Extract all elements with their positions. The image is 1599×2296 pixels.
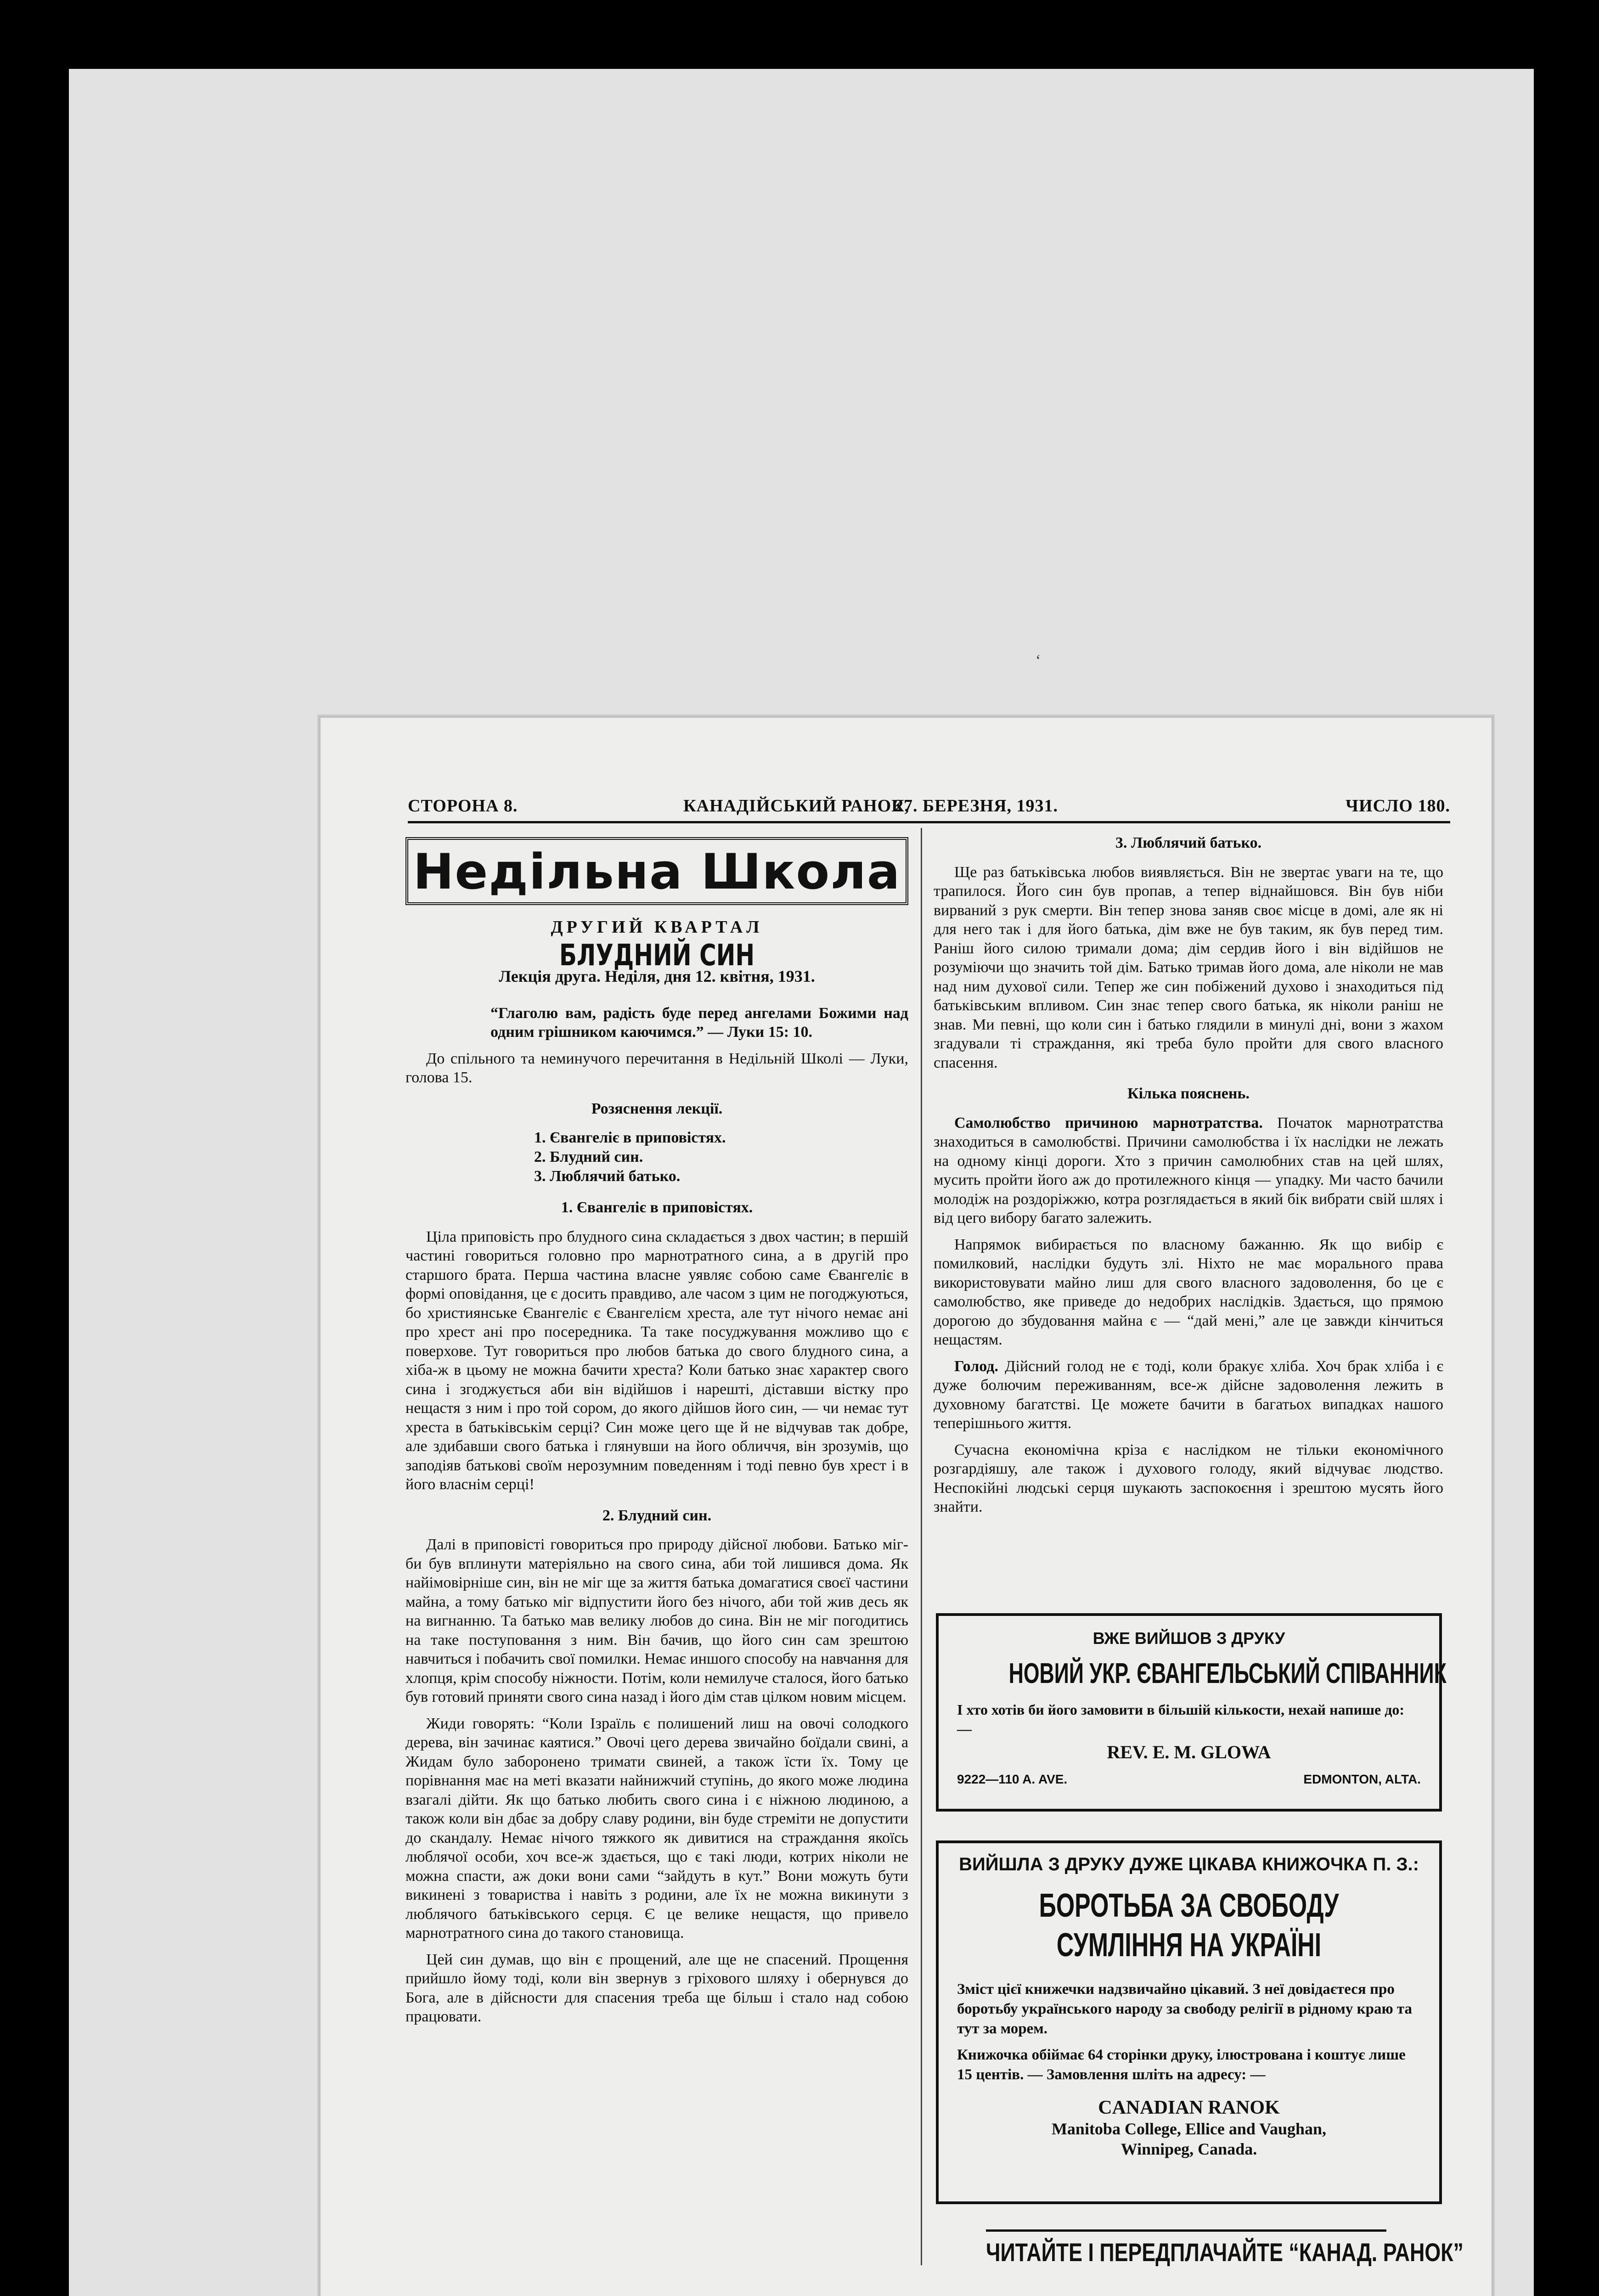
ad1-body: І хто хотів би його замовити в більшій кількости, нехай напише до: — <box>957 1701 1405 1737</box>
section-2-text: Далі в приповісті говориться про природу дійсної любови. Батько міг-би був вплинути матеріяльно на свого сина, аби той лишився дома. Як найімовірніше син, він не міг ще за життя батька домагатися своєї частини майна, а тому батько міг відпустити його без нічого, аби той жив десь як на вигнанню. Та батько мав велику любов до сина. Він не міг погодитись на таке поступовання з ним. Він бачив, що його син сам зрештою навчиться і побачить свої помилки. Немає иншого способу на навчання для хлопця, крім способу ніжности. Потім, коли немилуче сталося, його батько був готовий приняти свого сина назад і його дім став цілком новим місцем. <box>405 1536 908 1705</box>
outline-item: 2. Блудний син. <box>534 1148 643 1165</box>
explain-heading: Розяснення лекції. <box>591 1100 723 1117</box>
paper-name: КАНАДІЙСЬКИЙ РАНОК, <box>683 796 910 816</box>
film-mark: ʻ <box>1036 652 1041 669</box>
note-1 <box>934 1114 1443 1228</box>
note-3: Сучасна економічна кріза є наслідком не тільки економічного розгардіяшу, але також і духового голоду, який відчуває людство. Неспокійні людські серця шукають заспокоєння і зрештою мусять його знайти. <box>934 1441 1443 1515</box>
golden-text: “Глаголю вам, радість буде перед ангелами Божими над одним грішником каючимся.” — Луки 15: 10. <box>490 1004 908 1041</box>
quarter-label: ДРУГИЙ КВАРТАЛ <box>551 917 763 937</box>
lesson-outline <box>534 1128 908 1186</box>
ad2-kicker: ВИЙШЛА З ДРУКУ ДУЖЕ ЦІКАВА КНИЖОЧКА П. З.: <box>959 1854 1419 1874</box>
issue-number: ЧИСЛО 180. <box>1346 796 1450 816</box>
booklet-advertisement <box>936 1840 1442 2204</box>
ad1-contact: REV. E. M. GLOWA <box>1107 1742 1271 1762</box>
outline-item: 3. Люблячий батько. <box>534 1168 681 1185</box>
note-1-lead: Самолюбство причиною марнотратства. <box>954 1114 1263 1131</box>
right-column <box>934 832 1443 1524</box>
section-1-text: Ціла приповість про блудного сина складається з двох частин; в першій частині говориться головно про марнотратного сина, а в другій про старшого брата. Перша частина власне уявляє собою саме Євангеліє в формі оповідання, це є досить правдиво, але часом з цим не погоджуються, бо християнське Євангеліє є Євангелієм хреста, але тут нічого немає ані про хрест ані про посередника. Та таке посуджування можливо що є поверхове. Тут говориться про любов батька до свого блудного сина, а хіба-ж в цьому не можна бачити хреста? Коли батько знає характер свого сина і згоджується аби він відійшов і нарешті, діставши вістку про нещастя з ним і про той сором, до якого дійшов його син, — чи немає тут хреста в батьківськім серці? Син може цего ще й не відчував так добре, але здибавши свого батька і глянувши на його обличчя, він зрозумів, що заподіяв батькові своїм нерозумним поведенням і тоді певно був хрест і в його власнім серці! <box>405 1228 908 1493</box>
section-2-text-2: Жиди говорять: “Коли Ізраїль є полишений лиш на овочі солодкого дерева, він зачинає каятися.” Овочі цего дерева звичайно боїдали свині, а Жидам було заборонено тримати свиней, а також їсти їх. Тому це порівнання має на меті вказати найнижчий ступінь, до якого може людина взагалі дійти. Як що батько любить свого сина і є ніжною людиною, а також коли він дбає за добру славу родини, він буде стреміти не допустити до скандалу. Немає нічого тяжкого як дивитися на страждання якоїсь люблячої особи, хоч все-ж здається, що є такі люди, котрих ніколи не можна спасти, аж доки вони сами “зайдуть в кут.” Вони можуть бути викинені з товариства і навіть з родини, але їх не можна викинути з люблячого батьківського серця. Є це велике нещастя, що привело марнотратного сина до такого становища. <box>405 1715 908 1941</box>
subscribe-banner: ЧИТАЙТЕ І ПЕРЕДПЛАЧАЙТЕ “КАНАД. РАНОК” <box>986 2229 1386 2267</box>
notes-heading: Кілька пояснень. <box>1127 1085 1250 1102</box>
lesson-title: БЛУДНИЙ СИН <box>559 938 755 973</box>
note-1b: Напрямок вибирається по власному бажанню. Як що вибір є помилковий, наслідки будуть злі. Ніхто не має морального права використовувати майно лиш для свого власного задоволення, бо це є самолюбство, яке приведе до недобрих наслідків. Здається, що прямою дорогою до збудовання майна є — “дай мені,” але це завжди кінчиться нещастям. <box>934 1236 1443 1348</box>
issue-date: 27. БЕРЕЗНЯ, 1931. <box>895 796 1058 816</box>
section-2-text-3: Цей син думав, що він є прощений, але ще не спасений. Прощення прийшло йому тоді, коли він звернув з гріхового шляху і обернувся до Бога, але в дійсности для спасения треба ще більш і стало над собою працювати. <box>405 1951 908 2025</box>
ad2-description: Зміст цієї книжечки надзвичайно цікавий. З неї довідаєтеся про боротьбу українського народу за свободу релігії в рідному краю та тут за морем. <box>957 1981 1413 2037</box>
section-3-text: Ще раз батьківська любов виявляється. Він не звертає уваги на те, що трапилося. Його син був пропав, а тепер віднайшовся. Він був ніби вирваний з рук смерти. Він тепер знова заняв своє місце в домі, але як ні для него так і для його батька, дім вже не був таким, як був перед тим. Раніш його силою тримали дома; дім сердив його і він відійшов не розуміючи що значить той дім. Батько тримав його дома, але ніколи не мав над ним духової сили. Тепер же син побіжений духово і знаходиться під батьківським впливом. Син знає тепер свого батька, як ніколи раніш не знав. Ми певні, що коли син і батько глядили в минулі дні, вони з жахом згадували ті страждання, які треба було пройти для свого власного спасення. <box>934 863 1443 1071</box>
ad1-address <box>957 1772 1421 1787</box>
ad1-address-city: EDMONTON, ALTA. <box>1303 1772 1421 1786</box>
page-number: СТОРОНА 8. <box>408 796 518 816</box>
microfilm-background <box>69 69 1534 2296</box>
ad2-price: Книжочка обіймає 64 сторінки друку, ілюстрована і коштує лише 15 центів. — Замовлення шліть на адресу: — <box>957 2047 1406 2083</box>
ad1-address-street: 9222—110 A. AVE. <box>957 1772 1068 1786</box>
ad2-title: БОРОТЬБА ЗА СВОБОДУ СУМЛІННЯ НА УКРАЇНІ <box>1039 1887 1339 1964</box>
left-column <box>405 832 908 2034</box>
ad2-publisher: CANADIAN RANOK <box>1098 2097 1280 2118</box>
ad1-kicker: ВЖЕ ВИЙШОВ З ДРУКУ <box>1092 1629 1285 1648</box>
section-3-heading: 3. Люблячий батько. <box>1115 834 1262 851</box>
hymnal-advertisement <box>936 1613 1447 1812</box>
newspaper-page <box>319 716 1493 2296</box>
section-masthead: Недільна Школа <box>413 844 901 900</box>
section-2-heading: 2. Блудний син. <box>602 1507 712 1524</box>
lesson-date: Лекція друга. Неділя, дня 12. квітня, 1931. <box>499 967 815 985</box>
ad1-title: НОВИЙ УКР. ЄВАНГЕЛЬСЬКИЙ СПІВАННИК <box>1008 1658 1447 1689</box>
column-divider <box>921 828 922 2265</box>
ad2-address-1: Manitoba College, Ellice and Vaughan, <box>1051 2120 1327 2138</box>
header-rule <box>408 821 1450 823</box>
section-1-heading: 1. Євангеліє в приповістях. <box>561 1199 753 1216</box>
outline-item: 1. Євангеліє в приповістях. <box>534 1129 726 1146</box>
note-2-lead: Голод. <box>954 1357 998 1375</box>
reading-intro: До спільного та неминучого перечитання в Недільній Школі — Луки, голова 15. <box>405 1050 908 1086</box>
masthead-box <box>405 837 908 905</box>
note-1-text: Початок марнотратства знаходиться в самолюбстві. Причини самолюбства і їх наслідки не лежать на одному кінці дороги. Хто з причин самолюбних став на цей шлях, мусить пройти його аж до протилежного кінця — упадку. Ми часто бачили молодіж на роздоріжжю, котра розглядається в який бік вибрати свій шлях і від цего вибору багато залежить. <box>934 1114 1443 1227</box>
note-2-text: Дійсний голод не є тоді, коли бракує хліба. Хоч брак хліба і є дуже болючим переживанням, все-ж дійсне задоволення лежить в духовному багатстві. Це можете бачити в багатьох випадках нашого теперішнього життя. <box>934 1357 1443 1432</box>
ad2-address-2: Winnipeg, Canada. <box>1120 2140 1257 2158</box>
note-2 <box>934 1357 1443 1433</box>
